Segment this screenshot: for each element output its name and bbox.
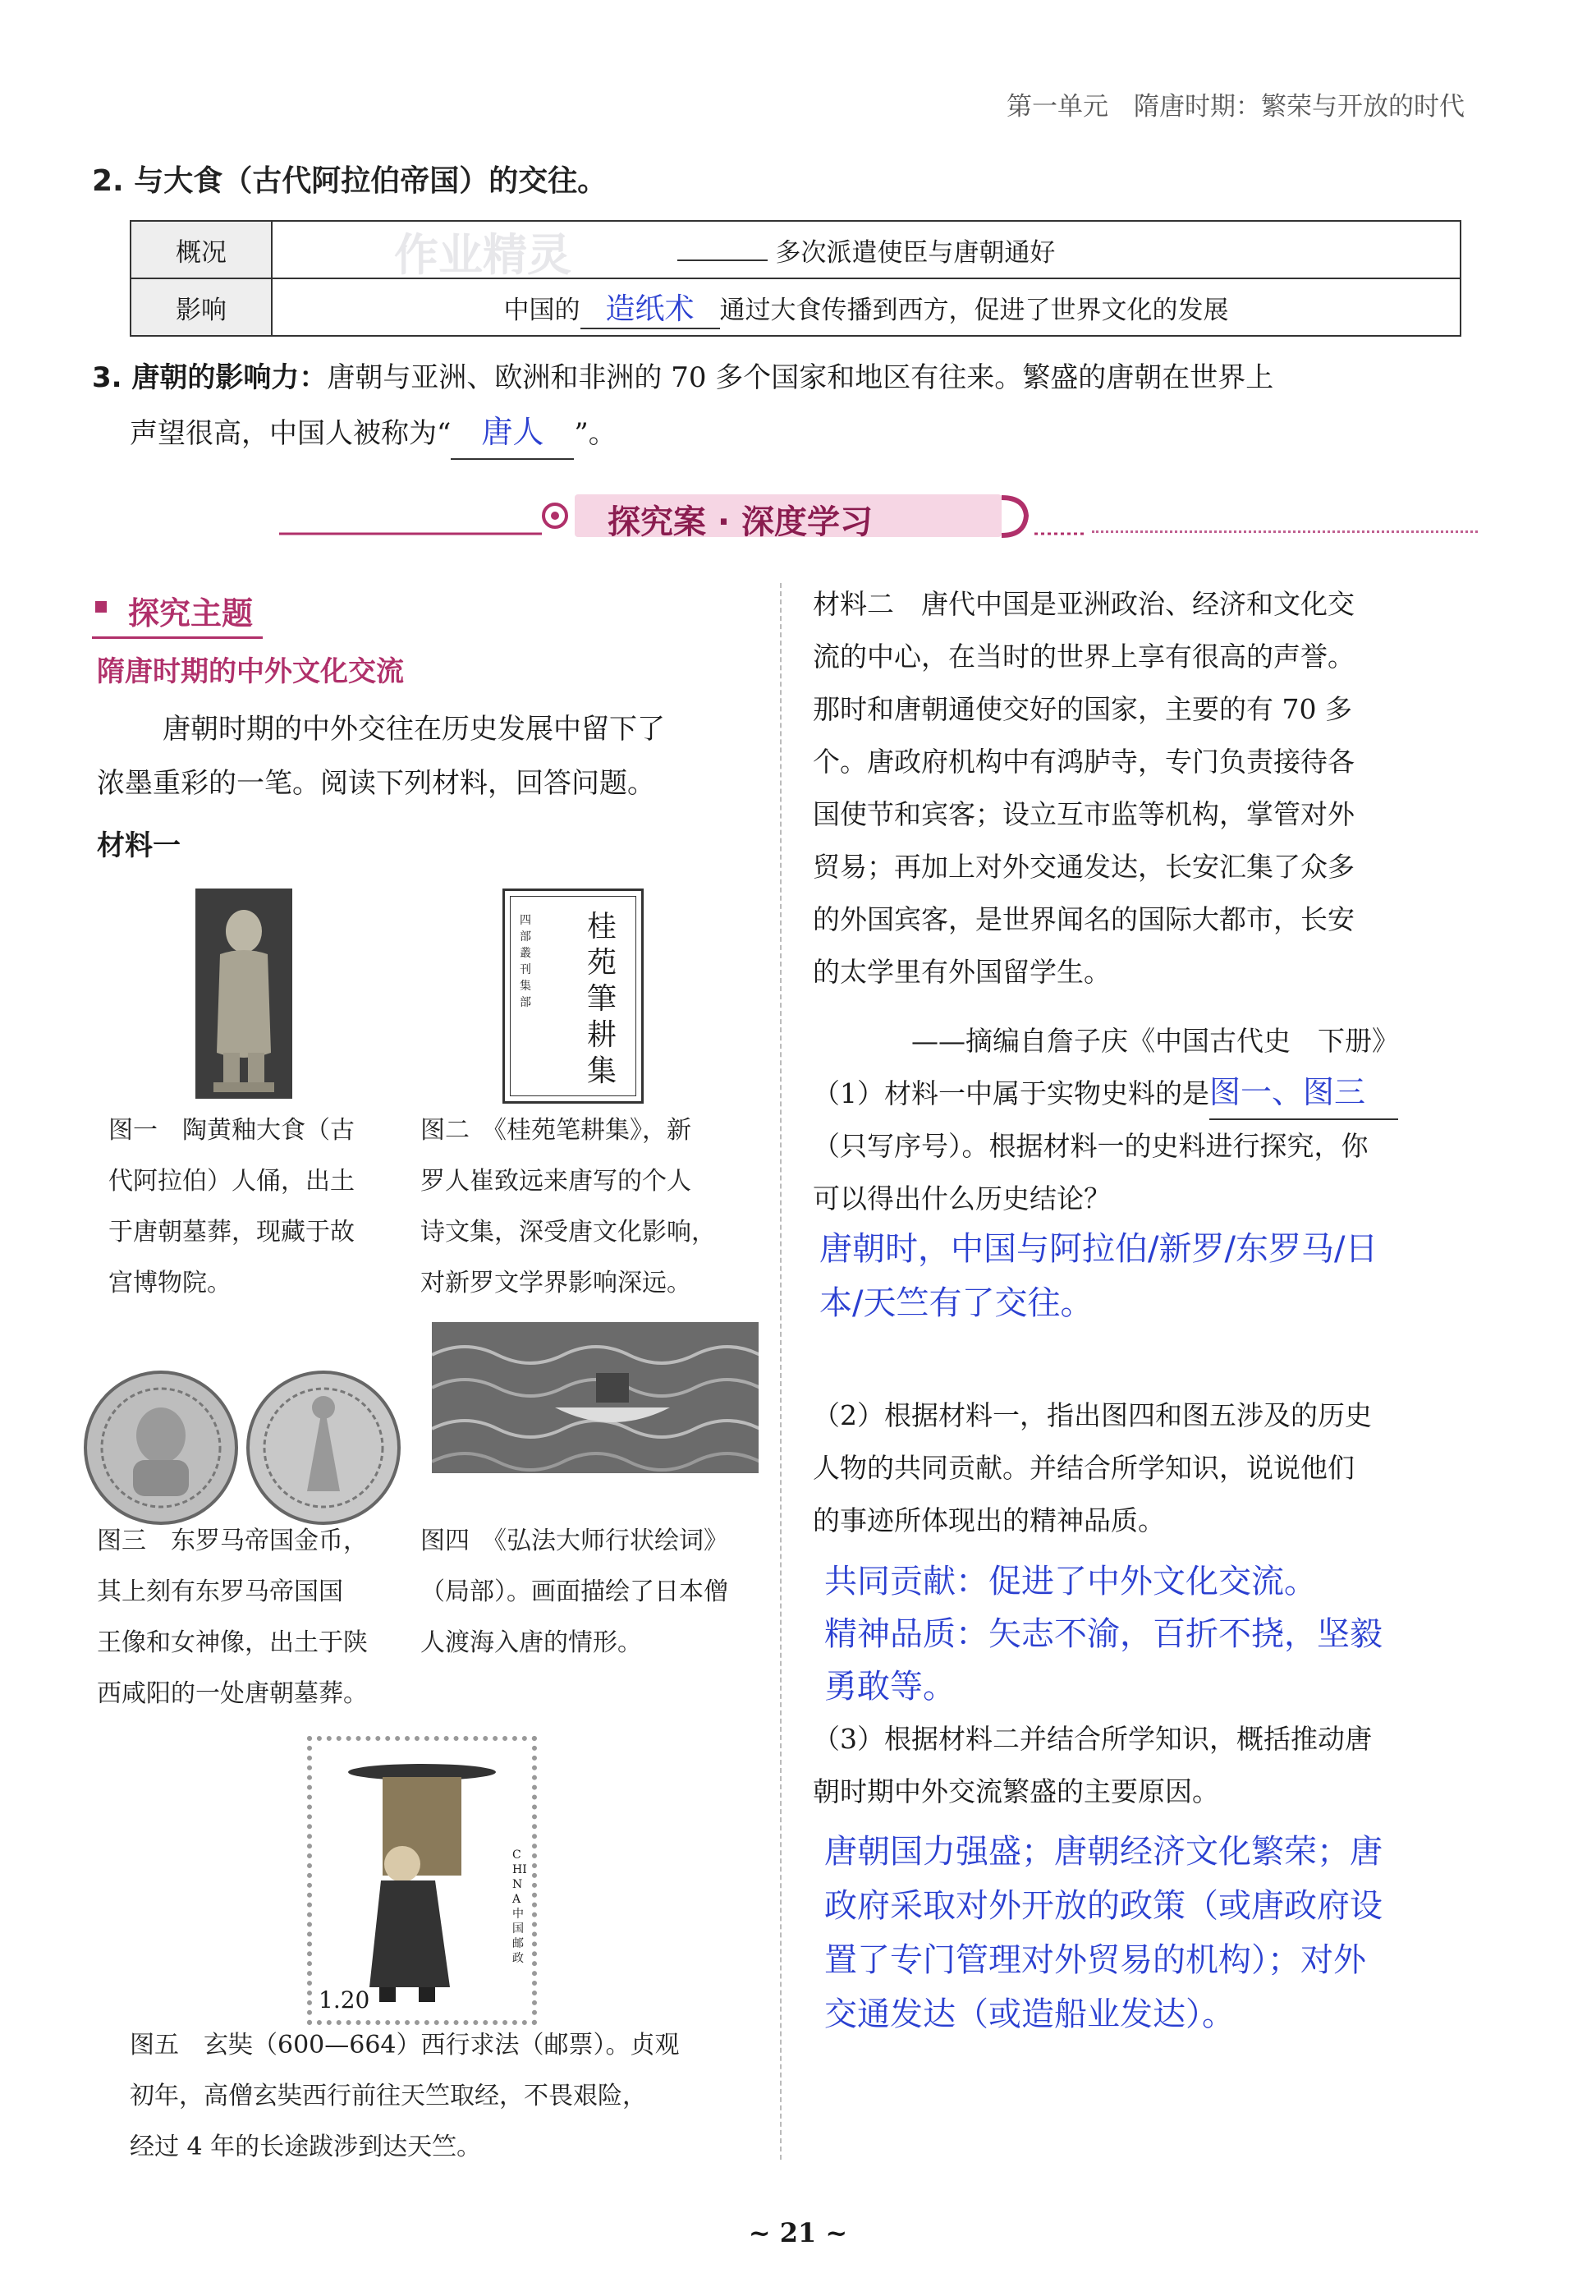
- figure-2-caption: 图二 《桂苑笔耕集》，新 罗人崔致远来唐写的个人 诗文集，深受唐文化影响， 对新罗文学界影响深远。: [420, 1116, 716, 1297]
- question-2: （2）根据材料一，指出图四和图五涉及的历史 人物的共同贡献。并结合所学知识，说说他们 的事迹所体现出的精神品质。: [813, 1399, 1372, 1536]
- book-side-label: 四部叢刊集部: [520, 914, 531, 1009]
- row-head-overview: 概况: [131, 221, 272, 278]
- xuanzang-stamp-icon: [312, 1741, 532, 2020]
- material-1-label: 材料一: [97, 829, 181, 862]
- answer-q1-text[interactable]: 唐朝时，中国与阿拉伯/新罗/东罗马/日 本/天竺有了交往。: [819, 1230, 1378, 1322]
- figure-2-image: [502, 889, 644, 1104]
- banner-dotted-rule: [1092, 530, 1478, 533]
- section-3-line2: 声望很高，中国人被称为“ 唐人 ”。: [130, 406, 617, 460]
- row-content-overview: 多次派遣使臣与唐朝通好: [272, 221, 1461, 278]
- answer-paper[interactable]: 造纸术: [580, 286, 720, 329]
- gold-coins-icon: [79, 1368, 407, 1527]
- figure-3-image: [79, 1368, 407, 1527]
- tag-square-icon: [95, 601, 107, 613]
- figure-4-image: [432, 1322, 759, 1473]
- section-banner: [279, 489, 1084, 542]
- figurine-icon: [195, 889, 292, 1099]
- dashi-table: [130, 220, 1461, 337]
- stamp-country: CHINA 中国邮政: [512, 1848, 527, 1965]
- table-row: [131, 221, 1461, 278]
- figure-3-caption: 图三 东罗马帝国金币， 其上刻有东罗马帝国国 王像和女神像，出土于陕 西咸阳的一处唐朝墓葬。: [97, 1527, 368, 1708]
- intro-line-2: 浓墨重彩的一笔。阅读下列材料，回答问题。: [97, 767, 655, 800]
- answer-q1-figures[interactable]: 图一、图三: [1209, 1066, 1398, 1120]
- figure-1-caption: 图一 陶黄釉大食（古 代阿拉伯）人俑，出土 于唐朝墓葬，现藏于故 宫博物院。: [108, 1116, 355, 1297]
- stamp-value: 1.20: [319, 1986, 370, 2014]
- topic-tag: 探究主题: [92, 588, 263, 639]
- section-2-title: 2. 与大食（古代阿拉伯帝国）的交往。: [92, 164, 608, 198]
- page-number: ~ 21 ~: [748, 2217, 848, 2248]
- row-head-impact: 影响: [131, 278, 272, 336]
- table-row: [131, 278, 1461, 336]
- material-2: 材料二 唐代中国是亚洲政治、经济和文化交 流的中心，在当时的世界上享有很高的声誉。 那时和唐朝通使交好的国家，主要的有 70 多 个。唐政府机构中有鸿胪寺，专门负责接待各 国使节和宾客；设立互市监等机构，掌管对外 贸易；再加上对外交通发达，长安汇集了众多 的外国宾客，是世界闻名的国际大都市，长安 的太学里有外国留学生。: [813, 588, 1355, 988]
- figure-5-caption: 图五 玄奘（600—664）西行求法（邮票）。贞观 初年，高僧玄奘西行前往天竺取经，不畏艰险， 经过 4 年的长途跋涉到达天竺。: [130, 2031, 680, 2161]
- running-head: 第一单元 隋唐时期：繁荣与开放的时代: [1007, 92, 1465, 122]
- question-1: （1）材料一中属于实物史料的是图一、图三 （只写序号）。根据材料一的史料进行探究，你 可以得出什么历史结论？: [813, 1066, 1470, 1225]
- intro-line-1: 唐朝时期的中外交往在历史发展中留下了: [163, 713, 665, 746]
- blank-line: [677, 259, 768, 261]
- banner-title: 探究案 · 深度学习: [608, 503, 874, 541]
- answer-q2-text[interactable]: 共同贡献：促进了中外文化交流。 精神品质：矢志不渝，百折不挠，坚毅 勇敢等。: [824, 1563, 1383, 1706]
- figure-5-image: [307, 1736, 537, 2025]
- question-3: （3）根据材料二并结合所学知识，概括推动唐 朝时期中外交流繁盛的主要原因。: [813, 1723, 1372, 1807]
- answer-tangren[interactable]: 唐人: [451, 406, 574, 460]
- book-title: 桂苑筆耕集: [587, 910, 617, 1088]
- row-content-impact: 中国的 造纸术 通过大食传播到西方，促进了世界文化的发展: [272, 278, 1461, 336]
- watermark: 作业精灵: [394, 229, 571, 281]
- figure-4-caption: 图四 《弘法大师行状绘词》 （局部）。画面描绘了日本僧 人渡海入唐的情形。: [420, 1527, 728, 1657]
- answer-q3-text[interactable]: 唐朝国力强盛；唐朝经济文化繁荣；唐 政府采取对外开放的政策（或唐政府设 置了专门管理对外贸易的机构）；对外 交通发达（或造船业发达）。: [824, 1833, 1383, 2033]
- sea-voyage-painting-icon: [432, 1322, 759, 1473]
- figure-1-image: [195, 889, 292, 1099]
- material-2-source: ——摘编自詹子庆《中国古代史 下册》: [911, 1025, 1399, 1057]
- column-divider: [780, 583, 782, 2160]
- section-3: 3. 唐朝的影响力：唐朝与亚洲、欧洲和非洲的 70 多个国家和地区有往来。繁盛的唐朝在世界上: [92, 361, 1274, 394]
- topic-subtitle: 隋唐时期的中外文化交流: [97, 655, 404, 688]
- section-3-label: 3. 唐朝的影响力：: [92, 361, 328, 394]
